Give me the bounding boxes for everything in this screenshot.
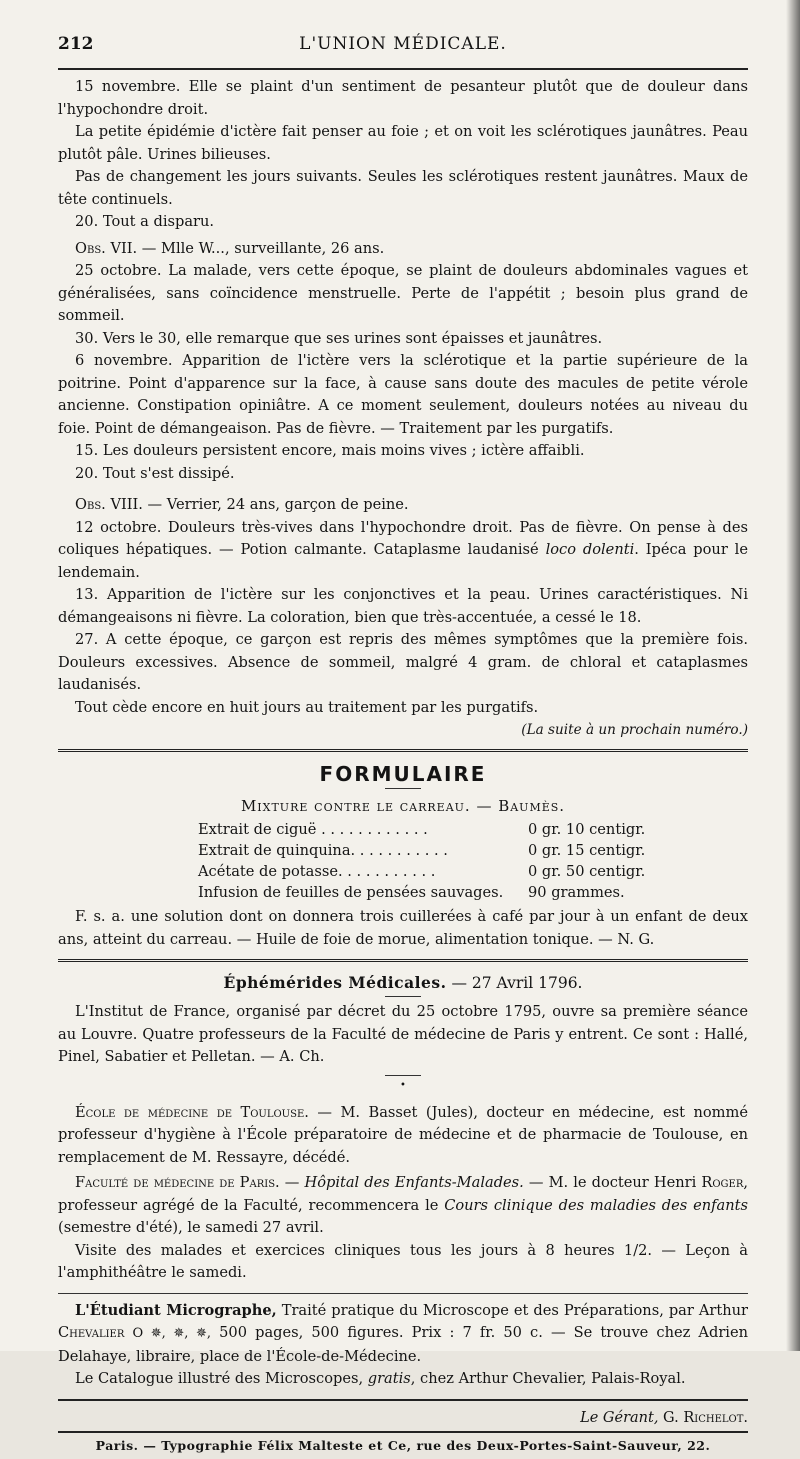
- short-rule: [385, 1075, 421, 1076]
- text-run: Traité pratique du Microscope et des Préparations, par Arthur: [276, 1301, 748, 1319]
- continued-note: (La suite à un prochain numéro.): [521, 722, 748, 738]
- advert-section: [58, 1300, 748, 1391]
- recipe-row: [198, 861, 645, 882]
- text-run: 12 octobre. Douleurs très-vives dans l'hypochondre droit. Pas de fièvre. On pense à des coliques hépatiques. — Potion calmante. Cataplasme laudanisé: [58, 518, 748, 558]
- observation-8: [58, 494, 748, 741]
- news-label: École de médecine de Toulouse.: [75, 1103, 309, 1121]
- paragraph: La petite épidémie d'ictère fait penser au foie ; et on voit les sclérotiques jaunâtres. Peau plutôt pâle. Urines bilieuses.: [58, 123, 748, 163]
- ingredient-amount: 0 gr. 15 centigr.: [528, 842, 646, 859]
- ingredient-amount: 0 gr. 50 centigr.: [528, 863, 646, 880]
- text-run: , chez Arthur Chevalier, Palais-Royal.: [410, 1370, 686, 1387]
- ingredient-name: Acétate de potasse. . . . . . . . . . .: [198, 863, 436, 880]
- text-run: — M. le docteur Henri: [523, 1174, 702, 1191]
- recipe-row: [198, 819, 645, 840]
- ingredient-name: Extrait de quinquina. . . . . . . . . . .: [198, 842, 448, 859]
- hospital-name: Hôpital des Enfants-Malades.: [304, 1174, 524, 1191]
- paragraph: [58, 1300, 748, 1369]
- text-run: (semestre d'été), le samedi 27 avril.: [58, 1219, 324, 1236]
- paragraph: 25 octobre. La malade, vers cette époque, se plaint de douleurs abdominales vagues et généralisées, sans coïncidence menstruelle. Perte de l'appétit ; besoin plus grand de sommeil.: [58, 262, 748, 324]
- binding-shadow: [786, 0, 800, 1351]
- paragraph: 15 novembre. Elle se plaint d'un sentiment de pesanteur plutôt que de douleur dans l'hypochondre droit.: [58, 78, 748, 118]
- obs-label: Obs. VIII.: [75, 496, 143, 513]
- recipe-table: [198, 819, 645, 903]
- section-rule: [58, 959, 748, 962]
- paragraph: 6 novembre. Apparition de l'ictère vers la sclérotique et la partie supérieure de la poitrine. Point d'apparence sur la face, à cause sans doute des macules de petite vérole ancienne. Constipation opiniâtre. A ce moment seulement, douleurs notées au niveau du foie. Point de démangeaison. Pas de fièvre. — Traitement par les purgatifs.: [58, 352, 748, 437]
- section-title: [58, 970, 748, 996]
- obs-label: Obs. VII.: [75, 239, 138, 257]
- footer-rule: [58, 1399, 748, 1401]
- paragraph: 27. A cette époque, ce garçon est repris des mêmes symptômes que la première fois. Douleurs excessives. Absence de sommeil, malgré 4 gram. de chloral et cataplasmes laudanisés.: [58, 631, 748, 693]
- emphasis: gratis: [367, 1370, 411, 1387]
- news-section: [58, 1102, 748, 1285]
- gerant-label: Le Gérant,: [580, 1409, 659, 1426]
- text-run: Le Catalogue illustré des Microscopes,: [75, 1370, 368, 1387]
- text-run: — M. Basset (Jules), docteur en médecine, est nommé professeur d'hygiène à l'École préparatoire de médecine et de pharmacie de Toulouse, en remplacement de M. Ressayre, décédé.: [58, 1103, 748, 1166]
- observation-heading: [58, 238, 748, 261]
- decoration-stars-icon: O ✵, ✵, ✵,: [132, 1326, 212, 1341]
- course-title: Cours clinique des maladies des enfants: [444, 1196, 748, 1214]
- paragraph: Tout cède encore en huit jours au traitement par les purgatifs.: [75, 698, 539, 716]
- running-head: L'UNION MÉDICALE.: [299, 34, 507, 54]
- section-rule: [58, 1293, 748, 1294]
- short-rule: [385, 788, 421, 789]
- paragraph: 13. Apparition de l'ictère sur les conjonctives et la peau. Urines caractéristiques. Ni démangeaisons ni fièvre. La coloration, bien que très-accentuée, a cessé le 18.: [58, 586, 748, 626]
- recipe-title: Mixture contre le carreau. — Baumès.: [240, 797, 566, 815]
- header-rule: [58, 68, 748, 70]
- obs-subject: — Verrier, 24 ans, garçon de peine.: [142, 496, 409, 513]
- gerant-name: G. Richelot.: [658, 1409, 748, 1426]
- observation-heading: [58, 494, 748, 517]
- recipe-row: [198, 882, 645, 903]
- recipe-rows: [198, 819, 645, 903]
- obs-subject: — Mlle W..., surveillante, 26 ans.: [137, 239, 385, 257]
- ingredient-amount: 0 gr. 10 centigr.: [528, 821, 646, 838]
- paragraph: [58, 1172, 748, 1240]
- text-run: . Ipéca pour le lendemain.: [58, 541, 748, 581]
- page-header: [58, 30, 748, 64]
- observation-7: [58, 238, 748, 486]
- paragraph: Pas de changement les jours suivants. Seules les sclérotiques restent jaunâtres. Maux de tête continuels.: [58, 168, 748, 208]
- short-rule: [385, 996, 421, 997]
- recipe-row: [198, 840, 645, 861]
- section-title: FORMULAIRE: [319, 762, 487, 786]
- formulaire-section: [58, 760, 748, 951]
- paragraph: 20. Tout s'est dissipé.: [75, 464, 235, 482]
- text-run: —: [279, 1174, 305, 1191]
- section-rule: [58, 749, 748, 752]
- obs6-continuation: [58, 76, 748, 234]
- person-name: Chevalier: [58, 1324, 125, 1341]
- book-title: L'Étudiant Micrographe,: [75, 1301, 277, 1319]
- ingredient-amount: 90 grammes.: [528, 884, 625, 901]
- ephemerides-section: [58, 970, 748, 1092]
- paragraph: 20. Tout a disparu.: [75, 213, 215, 230]
- paragraph: Visite des malades et exercices cliniques tous les jours à 8 heures 1/2. — Leçon à l'amphithéâtre le samedi.: [58, 1241, 748, 1281]
- recipe-instructions: F. s. a. une solution dont on donnera trois cuillerées à café par jour à un enfant de deux ans, atteint du carreau. — Huile de foie de morue, alimentation tonique. — N. G.: [58, 908, 748, 948]
- ephemerides-title: Éphémérides Médicales.: [223, 973, 447, 992]
- ingredient-name: Infusion de feuilles de pensées sauvages.: [198, 884, 504, 901]
- asterism-icon: •: [400, 1079, 406, 1091]
- paragraph: 30. Vers le 30, elle remarque que ses urines sont épaisses et jaunâtres.: [75, 329, 603, 347]
- latin-phrase: loco dolenti: [545, 541, 635, 558]
- paragraph: [58, 1102, 748, 1170]
- ingredient-name: Extrait de ciguë . . . . . . . . . . . .: [198, 821, 428, 838]
- gerant-line: [58, 1407, 748, 1429]
- paragraph: L'Institut de France, organisé par décret du 25 octobre 1795, ouvre sa première séance au Louvre. Quatre professeurs de la Faculté de médecine de Paris y entrent. Ce sont : Hallé, Pinel, Sabatier et Pelletan. — A. Ch.: [58, 1003, 748, 1065]
- person-name: Roger: [701, 1174, 744, 1191]
- news-label: Faculté de médecine de Paris.: [75, 1174, 280, 1191]
- ephemerides-date: — 27 Avril 1796.: [446, 974, 583, 992]
- imprint: Paris. — Typographie Félix Malteste et Ce, rue des Deux-Portes-Saint-Sauveur, 22.: [95, 1437, 711, 1453]
- page-number: 212: [58, 34, 94, 54]
- paragraph: 15. Les douleurs persistent encore, mais moins vives ; ictère affaibli.: [75, 442, 585, 459]
- text-run: , professeur agrégé de la Faculté, recommencera le: [58, 1174, 749, 1214]
- text-run: 500 pages, 500 figures. Prix : 7 fr. 50 c. — Se trouve chez Adrien Delahaye, libraire, place de l'École-de-Médecine.: [58, 1324, 748, 1365]
- paragraph: [58, 1368, 748, 1391]
- paragraph: [58, 517, 748, 585]
